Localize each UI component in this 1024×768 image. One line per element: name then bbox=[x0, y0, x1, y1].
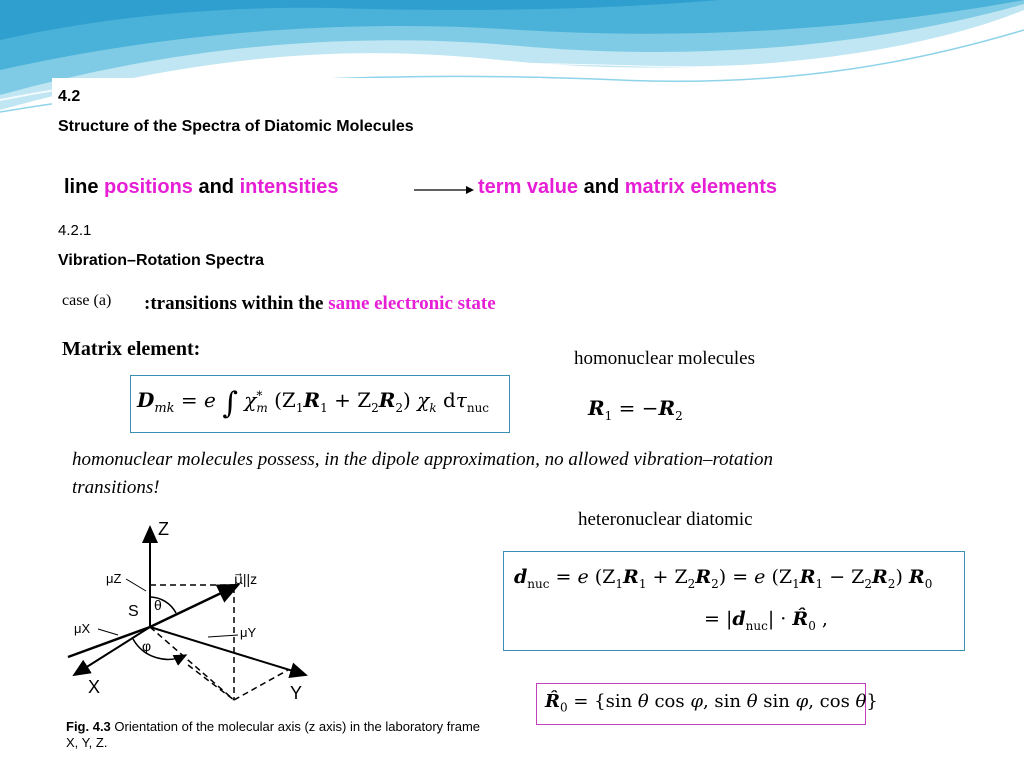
subsection-header bbox=[52, 214, 342, 278]
dipole-matrix-formula: $D_{mk} = e$ ∫ $\chi^*_m$ $(Z_1R_1 + Z_2R_2)$ $\chi_k$ $d\tau_{nuc}$ bbox=[130, 375, 510, 433]
heteronuclear-label: heteronuclear diatomic bbox=[578, 509, 753, 530]
homonuclear-label: homonuclear molecules bbox=[574, 348, 755, 369]
axis-label-x: X bbox=[88, 677, 101, 697]
case-label: case (a) bbox=[62, 292, 112, 309]
homonuclear-relation: $R_1 = -R_2$ bbox=[588, 396, 683, 423]
heteronuclear-dipole-formula: $d_{nuc} = e$ $(Z_1R_1 + Z_2R_2) = e$ $(Z_1R_1 - Z_2R_2)$ $R_0$ = $|d_{nuc}|$ · $R̂_0$ , bbox=[503, 551, 965, 651]
case-highlight: same electronic state bbox=[328, 293, 496, 314]
homonuclear-statement: homonuclear molecules possess, in the dipole approximation, no allowed vibration–rotation transitions! bbox=[72, 449, 774, 498]
headline-matrix-elements: matrix elements bbox=[624, 176, 778, 198]
headline-line: line bbox=[64, 176, 99, 198]
headline-term-value: term value bbox=[478, 176, 579, 198]
case-text: :transitions within the bbox=[144, 293, 324, 314]
section-number: 4.2 bbox=[58, 88, 81, 105]
headline-and-1: and bbox=[198, 176, 235, 198]
figure-caption-number: Fig. 4.3 bbox=[66, 719, 111, 734]
angle-label-theta: θ bbox=[154, 597, 162, 613]
axis-label-y: Y bbox=[290, 683, 303, 703]
headline-positions: positions bbox=[104, 176, 193, 198]
headline-tail bbox=[478, 176, 777, 199]
orientation-diagram bbox=[38, 515, 493, 715]
subsection-title: Vibration–Rotation Spectra bbox=[58, 252, 264, 269]
section-title: Structure of the Spectra of Diatomic Molecules bbox=[58, 118, 414, 135]
origin-label-s: S bbox=[128, 603, 139, 620]
matrix-element-label: Matrix element: bbox=[62, 338, 201, 360]
mu-x-label: μX bbox=[74, 621, 91, 636]
figure-caption-text: Orientation of the molecular axis (z axis) in the laboratory frame X, Y, Z. bbox=[66, 719, 481, 750]
angle-label-phi: φ bbox=[142, 638, 152, 654]
section-header bbox=[52, 78, 542, 146]
figure-4-3 bbox=[38, 515, 493, 768]
subsection-number: 4.2.1 bbox=[58, 222, 92, 239]
mu-z-label: μZ bbox=[106, 571, 122, 586]
dipole-label: μ⃗||z bbox=[234, 571, 258, 587]
figure-caption bbox=[66, 719, 486, 751]
unit-vector-formula: $R̂_0 = \{\sin$ θ cos φ, sin θ sin φ, cos θ} bbox=[536, 683, 866, 725]
headline-arrow bbox=[412, 184, 474, 196]
case-description bbox=[144, 293, 496, 315]
headline-intensities: intensities bbox=[239, 176, 339, 198]
mu-y-label: μY bbox=[240, 625, 257, 640]
headline bbox=[64, 176, 339, 199]
homonuclear-statement-box bbox=[62, 438, 872, 510]
axis-label-z: Z bbox=[158, 519, 169, 539]
headline-and-2: and bbox=[583, 176, 620, 198]
